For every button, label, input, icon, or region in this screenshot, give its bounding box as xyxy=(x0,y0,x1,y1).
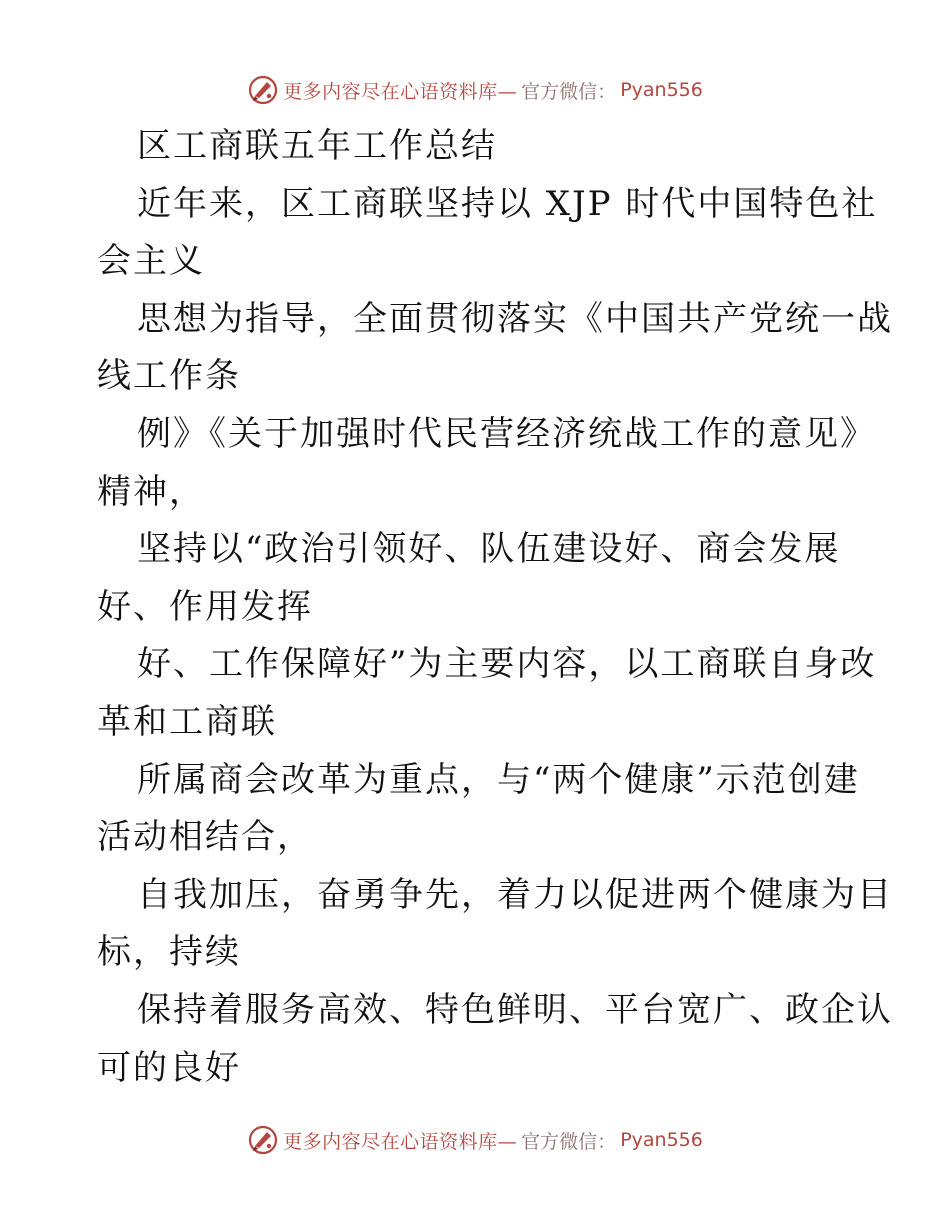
text-line: 坚持以“政治引领好、队伍建设好、商会发展 xyxy=(137,529,841,570)
text-line: 可的良好 xyxy=(97,1047,241,1088)
footer-banner xyxy=(0,1120,950,1160)
text-line: 思想为指导，全面贯彻落实《中国共产党统一战 xyxy=(137,298,893,339)
text-line: 革和工商联 xyxy=(97,701,277,742)
banner-wechat-label: 官方微信： xyxy=(521,80,617,103)
document-body xyxy=(97,118,893,1097)
header-banner xyxy=(0,70,950,110)
text-line: 近年来，区工商联坚持以 XJP 时代中国特色社 xyxy=(137,183,878,224)
text-line: 会主义 xyxy=(97,241,205,282)
text-line: 精神， xyxy=(97,471,205,512)
banner-wechat-label: 官方微信： xyxy=(521,1130,617,1153)
banner-main-text: 更多内容尽在心语资料库— xyxy=(283,80,518,103)
banner-wechat-id: Pyan556 xyxy=(620,79,703,101)
text-line: 自我加压，奋勇争先，着力以促进两个健康为目 xyxy=(137,874,893,915)
pen-seal-icon xyxy=(247,1124,279,1156)
text-line: 所属商会改革为重点，与“两个健康”示范创建 xyxy=(137,759,860,800)
banner-main-text: 更多内容尽在心语资料库— xyxy=(283,1130,518,1153)
text-line: 好、工作保障好”为主要内容，以工商联自身改 xyxy=(137,644,877,685)
text-line: 好、作用发挥 xyxy=(97,586,313,627)
text-line: 标，持续 xyxy=(97,932,241,973)
text-line: 例》《关于加强时代民营经济统战工作的意见》 xyxy=(137,413,876,454)
document-title: 区工商联五年工作总结 xyxy=(137,126,497,166)
text-line: 活动相结合， xyxy=(97,817,313,858)
pen-seal-icon xyxy=(247,74,279,106)
text-line: 保持着服务高效、特色鲜明、平台宽广、政企认 xyxy=(137,989,893,1030)
text-line: 线工作条 xyxy=(97,356,241,397)
banner-wechat-id: Pyan556 xyxy=(620,1129,703,1151)
